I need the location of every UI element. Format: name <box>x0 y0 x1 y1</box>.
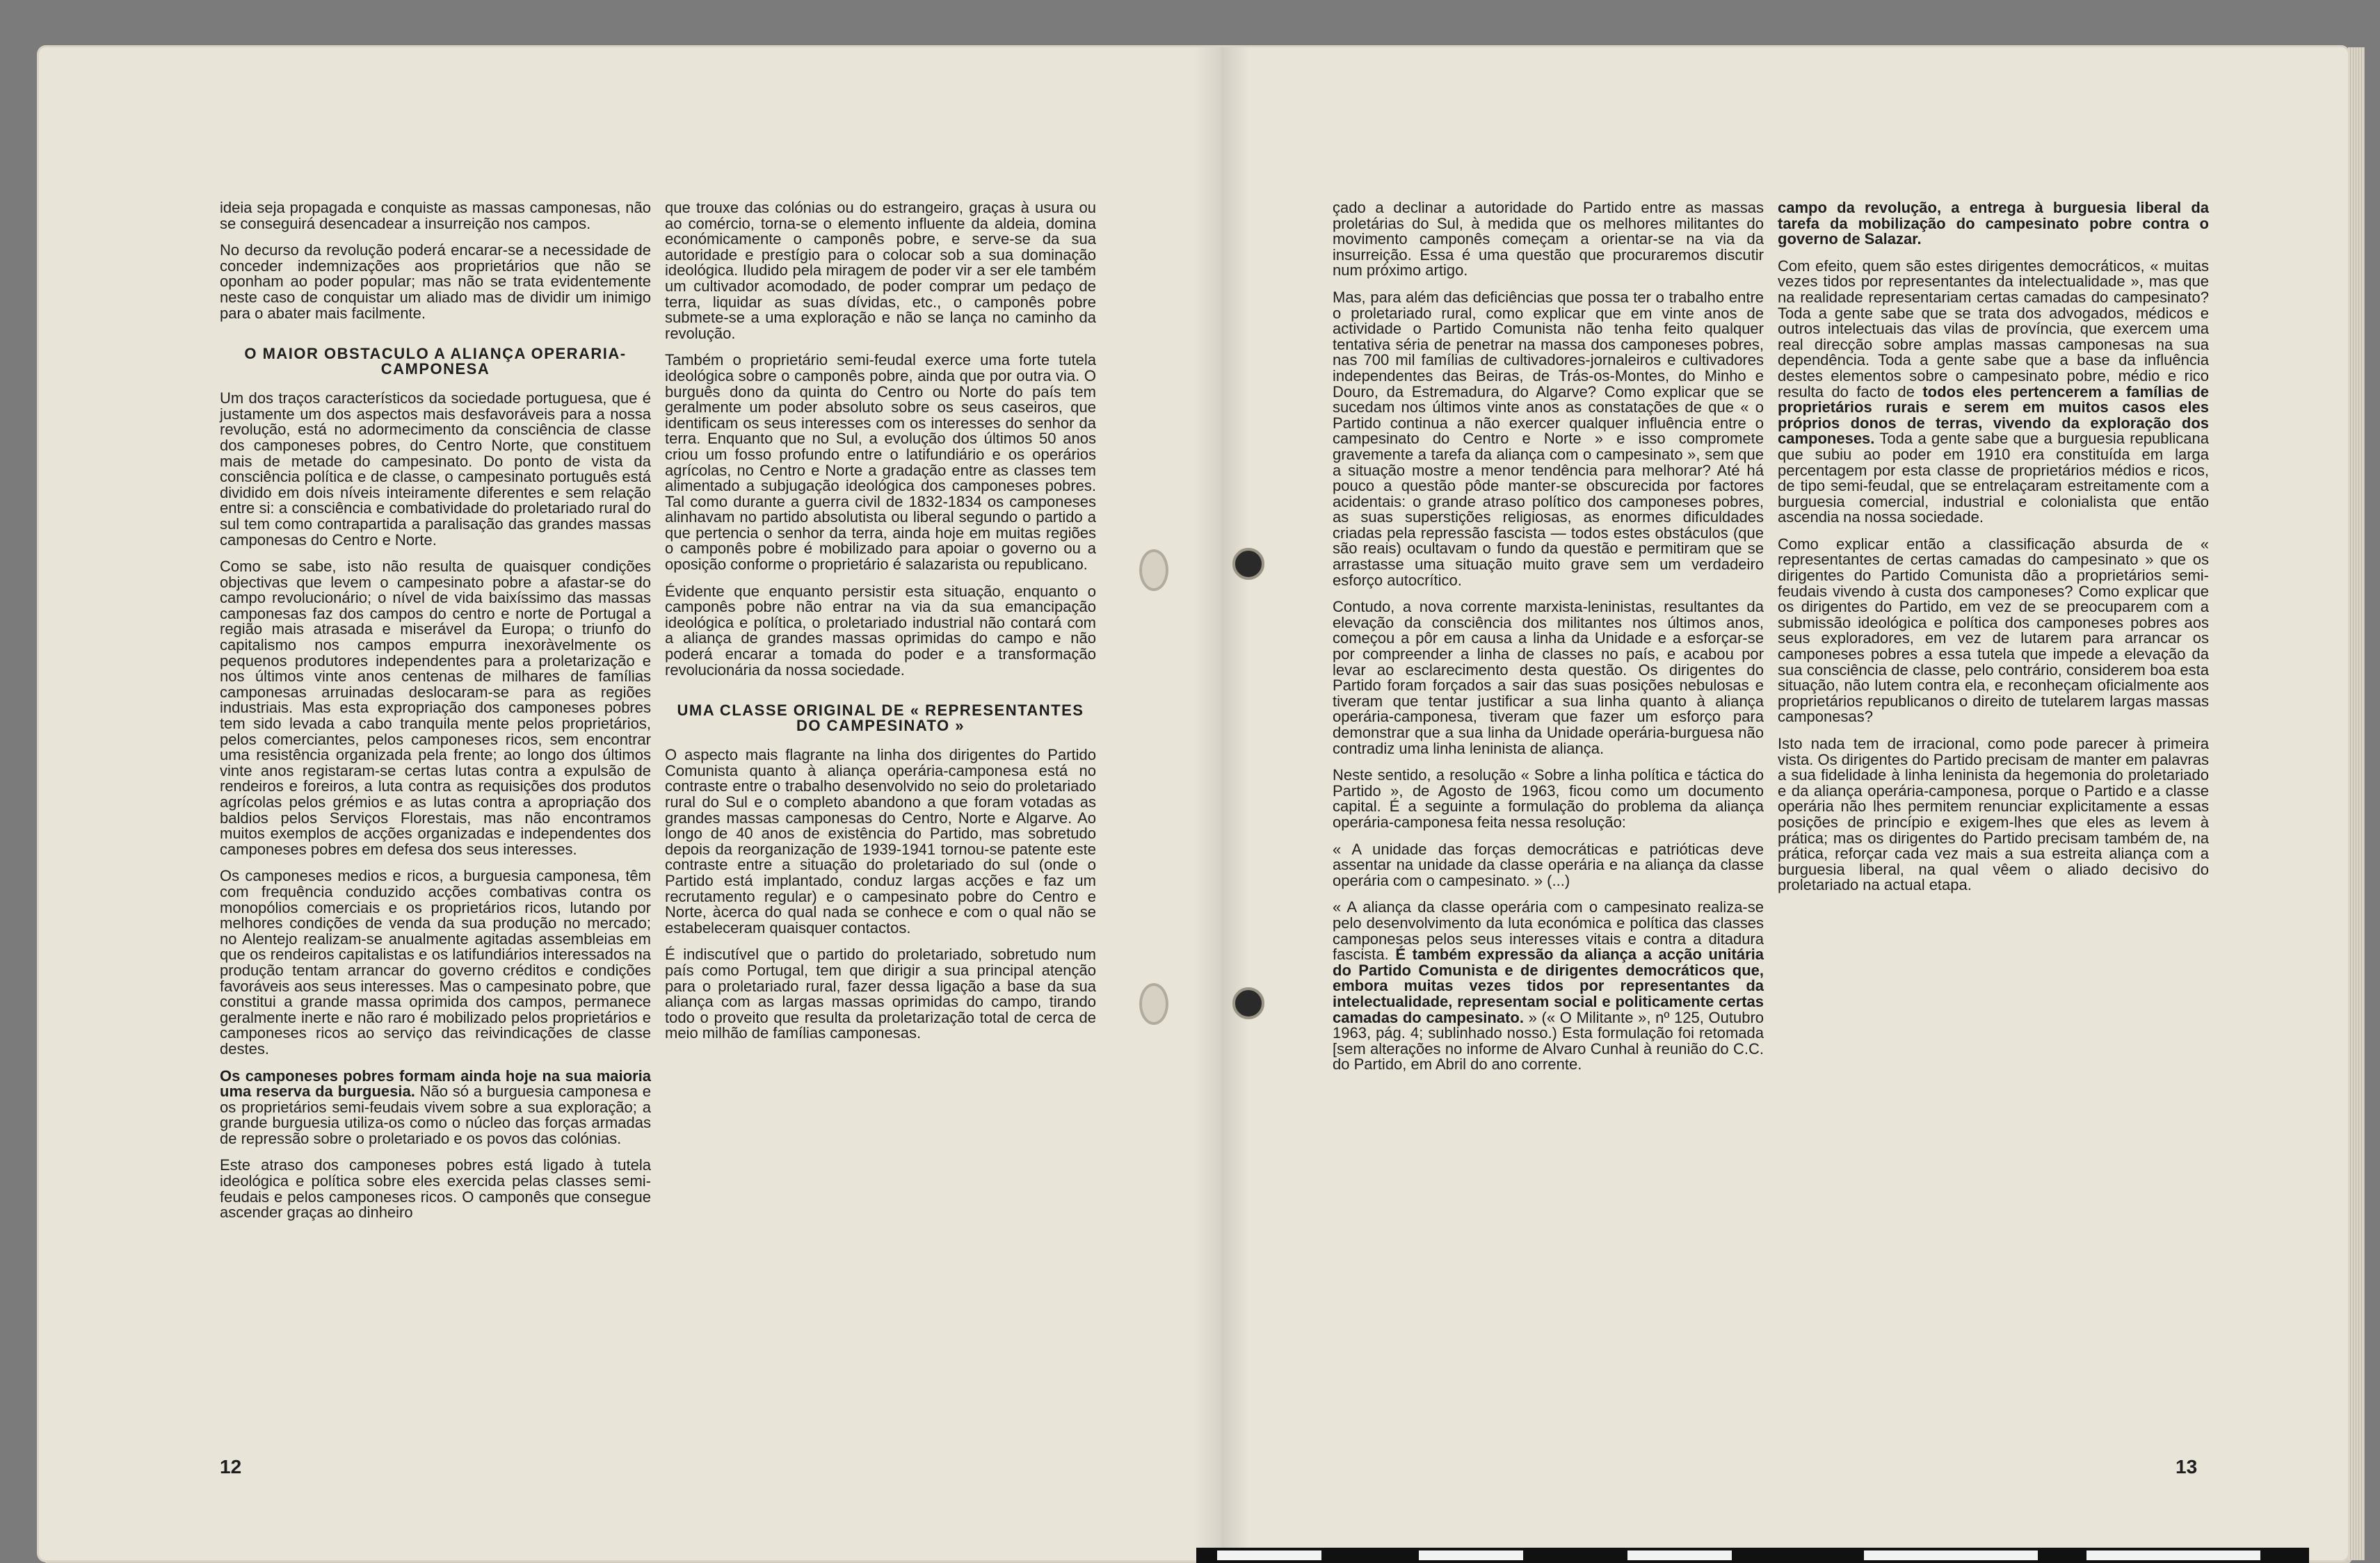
paragraph: Mas, para além das deficiências que possa ter o trabalho entre o proletariado rural, como explicar que em vinte anos de actividade o Partido Comunista não tenha feito qualquer tentativa séria de penetrar na massa dos camponeses pobres, nas 700 mil famílias de cultivadores-jornaleiros e cultivadores independentes das Beiras, de Trás-os-Montes, do Minho e Douro, da Estremadura, do Algarve? Como explicar que se sucedam nos últimos vinte anos as constatações de que « o Partido continua a não exercer qualquer influência entre o campesinato do Centro e Norte » e isso compromete gravemente a tarefa da aliança com o campesinato », sem que a situação mostre a menor tendência para melhorar? Até há pouco a questão pôde manter-se obscurecida por factores acidentais: o grande atraso político dos camponeses pobres, as suas superstições religiosas, as enormes dificuldades criadas pela repressão fascista — todos estes obstáculos (que são reais) ocultavam o fundo da questão e permitiram que se arrastasse uma situação muito grave sem um verdadeiro esforço autocrítico. <box>1333 288 1764 589</box>
section-heading: UMA CLASSE ORIGINAL DE « REPRESENTANTES DO CAMPESINATO » <box>677 702 1084 735</box>
binding-hole <box>1232 987 1264 1019</box>
paragraph: Évidente que enquanto persistir esta situação, enquanto o camponês pobre não entrar na via da sua emancipação ideológica e política, o proletariado industrial não contará com a aliança de grandes massas oprimidas do campo e não poderá encarar a tomada do poder e a transformação revolucionária da nossa sociedade. <box>665 582 1096 679</box>
paragraph: Contudo, a nova corrente marxista-leninistas, resultantes da elevação da consciência dos militantes nos últimos anos, começou a pôr em causa a linha da Unidade e a esforçar-se por compreender a linha de classes no país, e acabou por levar ao esclarecimento desta questão. Os dirigentes do Partido foram forçados a sair das suas posições nebulosas e tiveram que tentar justificar a sua linha quanto à aliança operária-camponesa, tiveram que fazer um esforço para demonstrar que a sua linha da Unidade operária-burguesa não contradiz uma linha leninista de aliança. <box>1333 598 1764 757</box>
paragraph: No decurso da revolução poderá encarar-se a necessidade de conceder indemnizações aos proprietários que não se oponham ao poder popular; mas não se trata evidentemente neste caso de conquistar um aliado mas de dividir um inimigo para o abater mais facilmente. <box>220 241 651 322</box>
page-edge <box>2348 47 2365 1560</box>
staple-ring <box>1139 983 1168 1025</box>
text: » (« O Militante », nº 125, Outubro 1963, pág. 4; sublinhado nosso.) Esta formulação foi retomada [sem alterações no informe de Alvaro Cunhal à reunião do C.C. do Partido, em Abril do ano corrente. <box>1333 1008 1764 1074</box>
paragraph: Um dos traços característicos da sociedade portuguesa, que é justamente um dos aspectos mais desfavoráveis para a nossa revolução, está no adormecimento da consciência de classe dos camponeses pobres, do Centro Norte, que constituem mais de metade do campesinato. Do ponto de vista da consciência política e de classe, o campesinato português está dividido em dois níveis inteiramente diferentes e sem relação entre si: a consciência e combatividade do proletariado rural do sul tem como contrapartida a paralisação das grandes massas camponesas do Centro e Norte. <box>220 389 651 549</box>
paragraph: Como se sabe, isto não resulta de quaisquer condições objectivas que levem o campesinato pobre a afastar-se do campo revolucionário; o nível de vida baixíssimo das massas camponesas faz dos campos do centro e norte de Portugal a região mais atrasada e miserável da Europa; o triunfo do capitalismo nos campos empurra inexoràvelmente os pequenos produtores independentes para a proletarização e nos últimos vinte anos centenas de milhares de famílias camponesas arruinadas deslocaram-se para as regiões industriais. Mas esta expropriação dos camponeses pobres tem sido levada a cabo tranquila mente pelos proprietários, pelos comerciantes, pelos camponeses ricos, sem encontrar uma resistência organizada pela frente; ao longo dos últimos vinte anos registaram-se certas lutas contra a expulsão de rendeiros e foreiros, a luta contra as requisições dos produtos agrícolas pelos grémios e as lutas contra a apropriação dos baldios pelos Serviços Florestais, mas não encontramos muitos exemplos de acções organizadas e independentes dos camponeses pobres em defesa dos seus interesses. <box>220 558 651 858</box>
paragraph: Neste sentido, a resolução « Sobre a linha política e táctica do Partido », de Agosto de 1963, ficou como um documento capital. É a seguinte a formulação do problema da aliança operária-camponesa feita nessa resolução: <box>1333 766 1764 831</box>
booklet-spread <box>39 47 2348 1560</box>
text: Não só a burguesia camponesa e os proprietários semi-feudais vivem sobre a sua exploração; a grande burguesia utiliza-os como o núcleo das forças armadas de repressão sobre o proletariado e os povos das colónias. <box>220 1083 651 1147</box>
paragraph: çado a declinar a autoridade do Partido entre as massas proletárias do Sul, à medida que os melhores militantes do movimento camponês começam a orientar-se na via da insurreição. Essa é uma questão que procuraremos discutir num próximo artigo. <box>1333 199 1764 280</box>
paragraph: Os camponeses medios e ricos, a burguesia camponesa, têm com frequência conduzido acções combativas contra os monopólios comerciais e os proprietários ricos, lutando por melhores condições de venda da sua produção no mercado; no Alentejo realizam-se anualmente agitadas assembleias em que os rendeiros capitalistas e os latifundiários interessados na produção tentam arrancar do governo créditos e condições favoráveis aos seus interesses. Mas o campesinato pobre, que constitui a grande massa oprimida dos campos, permanece geralmente inerte e não raro é mobilizado pelos proprietários e camponeses ricos ao serviço das reivindicações de classe destes. <box>220 867 651 1058</box>
paragraph <box>1333 900 1764 1073</box>
text: « A aliança da classe operária com o campesinato realiza-se pelo desenvolvimento da luta económica e política das classes camponesas pelos seus interesses vitais e contra a ditadura fascista. <box>1333 898 1764 964</box>
bold-text: campo da revolução, a entrega à burguesia liberal da tarefa da mobilização do campesinato pobre contra o governo de Salazar. <box>1778 199 2209 248</box>
column-right-page-1 <box>1333 200 1764 1084</box>
paragraph: ideia seja propagada e conquiste as massas camponesas, não se conseguirá desencadear a insurreição nos campos. <box>220 199 651 232</box>
column-left-page-1 <box>220 200 651 1232</box>
binding-hole <box>1232 548 1264 580</box>
color-scale-bar <box>1196 1548 2309 1563</box>
staple-ring <box>1139 549 1168 591</box>
paragraph: que trouxe das colónias ou do estrangeiro, graças à usura ou ao comércio, torna-se o elemento influente da aldeia, domina económicamente o camponês pobre, e serve-se da sua autoridade e prestígio para o colocar sob a sua dominação ideológica. Iludido pela miragem de poder vir a ser ele também um cultivador acomodado, de poder comprar um pedaço de terra, liquidar as suas dívidas, etc., o camponês pobre submete-se a uma exploração e não se lança no caminho da revolução. <box>665 199 1096 342</box>
column-right-page-2 <box>1778 200 2209 905</box>
paragraph <box>220 1069 651 1147</box>
paragraph <box>1778 259 2209 526</box>
paragraph <box>1778 200 2209 248</box>
paragraph: Também o proprietário semi-feudal exerce uma forte tutela ideológica sobre o camponês pobre, ainda que por outra via. O burguês dono da quinta do Centro ou Norte do país tem geralmente um poder absoluto sobre os seus caseiros, que identificam os seus interesses com os interesses do senhor da terra. Enquanto que no Sul, a evolução dos últimos 50 anos criou um fosso profundo entre o latifundiário e os operários agrícolas, no Centro e Norte a gradação entre as classes tem alimentado a subjugação ideológica dos camponeses pobres. Tal como durante a guerra civil de 1832-1834 os camponeses alinhavam no partido absolutista ou liberal segundo o partido a que pertencia o senhor da terra, ainda hoje em muitas regiões o camponês pobre é mobilizado para apoiar o governo ou a oposição conforme o proprietário é salazarista ou republicano. <box>665 351 1096 574</box>
page-number-right: 13 <box>2176 1456 2198 1477</box>
section-heading: O MAIOR OBSTACULO A ALIANÇA OPERARIA-CAMPONESA <box>244 345 627 378</box>
paragraph: É indiscutível que o partido do proletariado, sobretudo num país como Portugal, tem que dirigir a sua principal atenção para o proletariado rural, fazer dessa ligação a base da sua aliança com as largas massas oprimidas do campo, tirando todo o proveito que resulta da proletarização total de cerca de meio milhão de famílias camponesas. <box>665 946 1096 1042</box>
center-fold <box>1193 47 1249 1560</box>
bold-text: É também expressão da aliança a acção unitária do Partido Comunista e de dirigentes democráticos que, embora muitas vezes tidos por representantes da intelectualidade, representam social e politicamente certas camadas do campesinato. <box>1333 946 1764 1026</box>
bold-text: todos eles pertencerem a famílias de proprietários rurais e serem em muitos casos eles próprios donos de terras, vivendo da exploração dos camponeses. <box>1778 382 2209 448</box>
paragraph: « A unidade das forças democráticas e patrióticas deve assentar na unidade da classe operária e na aliança da classe operária com o campesinato. » (...) <box>1333 840 1764 889</box>
paragraph: Como explicar então a classificação absurda de « representantes de certas camadas do campesinato » que os dirigentes do Partido Comunista dão a proprietários semi-feudais vivendo à custa dos camponeses? Como explicar que os dirigentes do Partido, em vez de se preocuparem com a submissão ideológica e política dos camponeses pobres aos seus exploradores, em vez de lutarem para arrancar os camponeses pobres a essa tutela que impede a elevação da sua consciência de classe, pelo contrário, considerem boa esta situação, não lutem contra ela, e reconheçam oficialmente aos proprietários republicanos o direito de tutelarem largas massas camponesas? <box>1778 535 2209 726</box>
paragraph: Este atraso dos camponeses pobres está ligado à tutela ideológica e política sobre eles exercida pelas classes semi-feudais e pelos camponeses ricos. O camponês que consegue ascender graças ao dinheiro <box>220 1156 651 1222</box>
text: Toda a gente sabe que a burguesia republicana que subiu ao poder em 1910 era constituída em larga percentagem por esta classe de proprietários médios e ricos, de tipo semi-feudal, que se entrelaçaram estreitamente com a burguesia comercial, industrial e colonialista que então ascendia na nossa sociedade. <box>1778 430 2209 526</box>
paragraph: Isto nada tem de irracional, como pode parecer à primeira vista. Os dirigentes do Partido precisam de manter em palavras a sua fidelidade à linha leninista da hegemonia do proletariado e da aliança operária-camponesa, porque o Partido e a classe operária não lhes permitem renunciar explicitamente a essas posições de princípio e exigem-lhes que eles as levem à prática; mas os dirigentes do Partido precisam também de, na prática, reforçar cada vez mais a sua estreita aliança com a burguesia liberal, na qual vêem o aliado decisivo do proletariado na actual etapa. <box>1778 735 2209 894</box>
column-left-page-2 <box>665 200 1096 1053</box>
bold-text: Os camponeses pobres formam ainda hoje na sua maioria uma reserva da burguesia. <box>220 1067 651 1101</box>
paragraph: O aspecto mais flagrante na linha dos dirigentes do Partido Comunista quanto à aliança operária-camponesa está no contraste entre o trabalho desenvolvido no seio do proletariado rural do Sul e o completo abandono a que foram votadas as grandes massas camponesas do Centro, Norte e Algarve. Ao longo de 40 anos de existência do Partido, mas sobretudo depois da reorganização de 1939-1941 tornou-se patente este contraste entre a situação do proletariado do sul (onde o Partido está implantado, conduz largas acções e faz um recrutamento regular) e o campesinato pobre do Centro e Norte, àcerca do qual nada se conhece e com o qual não se estabeleceram quaisquer contactos. <box>665 746 1096 937</box>
page-number-left: 12 <box>220 1456 242 1477</box>
text: Com efeito, quem são estes dirigentes democráticos, « muitas vezes tidos por representantes da intelectualidade », mas que na realidade representariam certas camadas do campesinato? Toda a gente sabe que se trata dos advogados, médicos e outros intelectuais das vilas de província, que exercem uma real direcção sobre amplas massas camponesas na sua dependência. Toda a gente sabe que a base da influência destes elementos sobre o campesinato pobre, médio e rico resulta do facto de <box>1778 257 2209 400</box>
